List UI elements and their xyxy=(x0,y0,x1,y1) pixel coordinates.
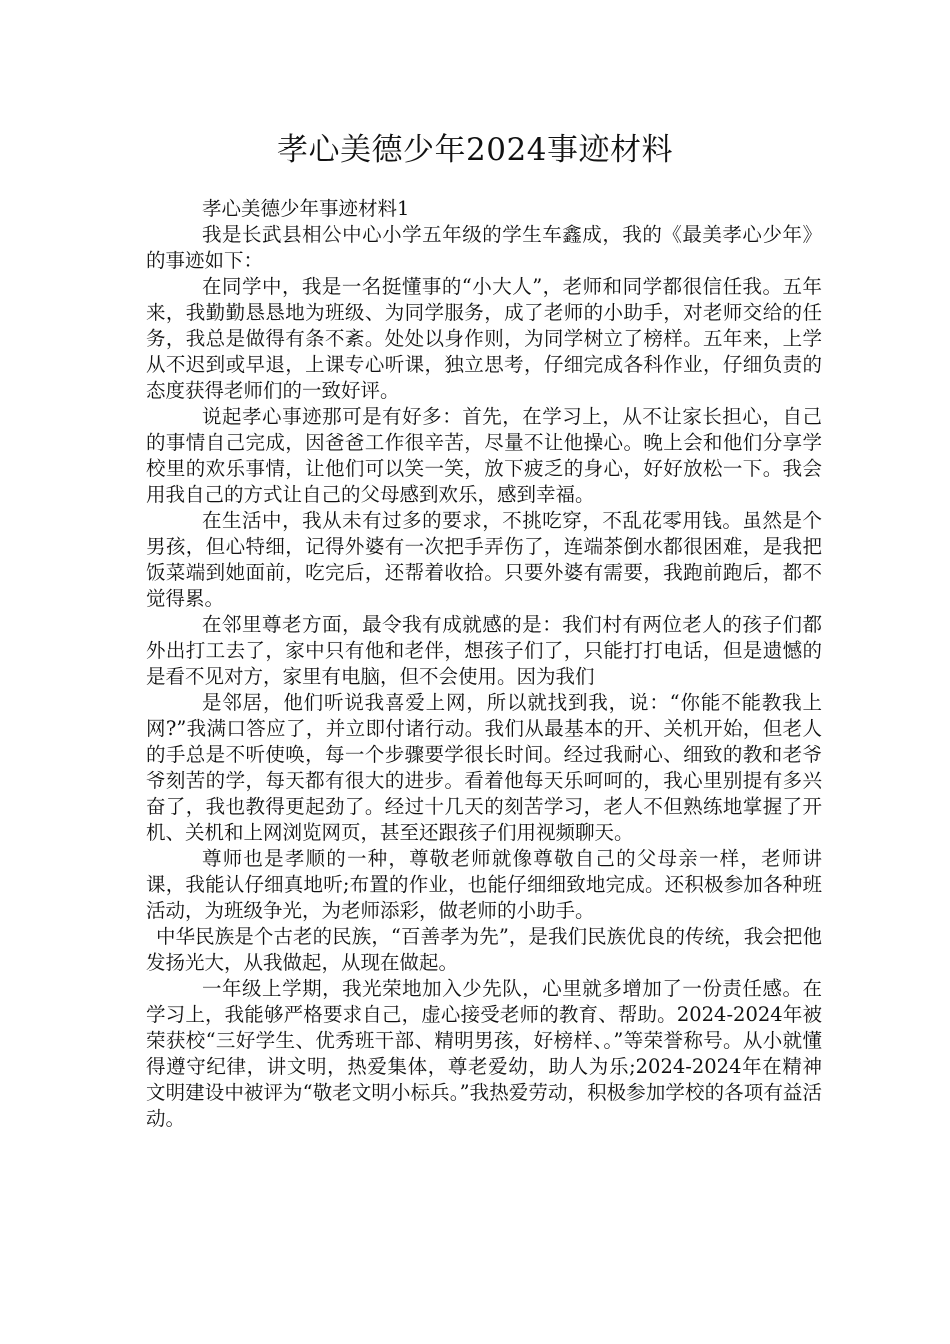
paragraph: 是邻居，他们听说我喜爱上网，所以就找到我，说：“你能不能教我上网?”我满口答应了，并立即付诸行动。我们从最基本的开、关机开始，但老人的手总是不听使唤，每一个步骤要学很长时间。经过我耐心、细致的教和老爷爷刻苦的学，每天都有很大的进步。看着他每天乐呵呵的，我心里别提有多兴奋了，我也教得更起劲了。经过十几天的刻苦学习，老人不但熟练地掌握了开机、关机和上网浏览网页，甚至还跟孩子们用视频聊天。 xyxy=(146,691,822,844)
paragraph: 说起孝心事迹那可是有好多：首先，在学习上，从不让家长担心，自己的事情自己完成，因爸爸工作很辛苦，尽量不让他操心。晚上会和他们分享学校里的欢乐事情，让他们可以笑一笑，放下疲乏的身心，好好放松一下。我会用我自己的方式让自己的父母感到欢乐，感到幸福。 xyxy=(146,405,822,506)
paragraph: 我是长武县相公中心小学五年级的学生车鑫成，我的《最美孝心少年》的事迹如下： xyxy=(146,223,822,272)
paragraph: 在生活中，我从未有过多的要求，不挑吃穿，不乱花零用钱。虽然是个男孩，但心特细，记得外婆有一次把手弄伤了，连端茶倒水都很困难，是我把饭菜端到她面前，吃完后，还帮着收拾。只要外婆有需要，我跑前跑后，都不觉得累。 xyxy=(146,509,822,610)
document-title: 孝心美德少年2024事迹材料 xyxy=(277,132,673,168)
paragraph: 在同学中，我是一名挺懂事的“小大人”，老师和同学都很信任我。五年来，我勤勤恳恳地为班级、为同学服务，成了老师的小助手，对老师交给的任务，我总是做得有条不紊。处处以身作则，为同学树立了榜样。五年来，上学从不迟到或早退，上课专心听课，独立思考，仔细完成各科作业，仔细负责的态度获得老师们的一致好评。 xyxy=(146,275,822,402)
paragraph: 中华民族是个古老的民族，“百善孝为先”，是我们民族优良的传统，我会把他发扬光大，从我做起，从现在做起。 xyxy=(146,925,822,974)
document-body xyxy=(146,196,822,1132)
paragraph: 在邻里尊老方面，最令我有成就感的是：我们村有两位老人的孩子们都外出打工去了，家中只有他和老伴，想孩子们了，只能打打电话，但是遗憾的是看不见对方，家里有电脑，但不会使用。因为我们 xyxy=(146,613,822,688)
paragraph: 孝心美德少年事迹材料1 xyxy=(202,197,410,220)
paragraph: 尊师也是孝顺的一种，尊敬老师就像尊敬自己的父母亲一样，老师讲课，我能认仔细真地听;布置的作业，也能仔细细致地完成。还积极参加各种班活动，为班级争光，为老师添彩，做老师的小助手。 xyxy=(146,847,822,922)
paragraph: 一年级上学期，我光荣地加入少先队，心里就多增加了一份责任感。在学习上，我能够严格要求自己，虚心接受老师的教育、帮助。2024-2024年被荣获校“三好学生、优秀班干部、精明男孩，好榜样、。”等荣誉称号。从小就懂得遵守纪律，讲文明，热爱集体，尊老爱幼，助人为乐;2024-2024年在精神文明建设中被评为“敬老文明小标兵。”我热爱劳动，积极参加学校的各项有益活动。 xyxy=(146,977,822,1130)
